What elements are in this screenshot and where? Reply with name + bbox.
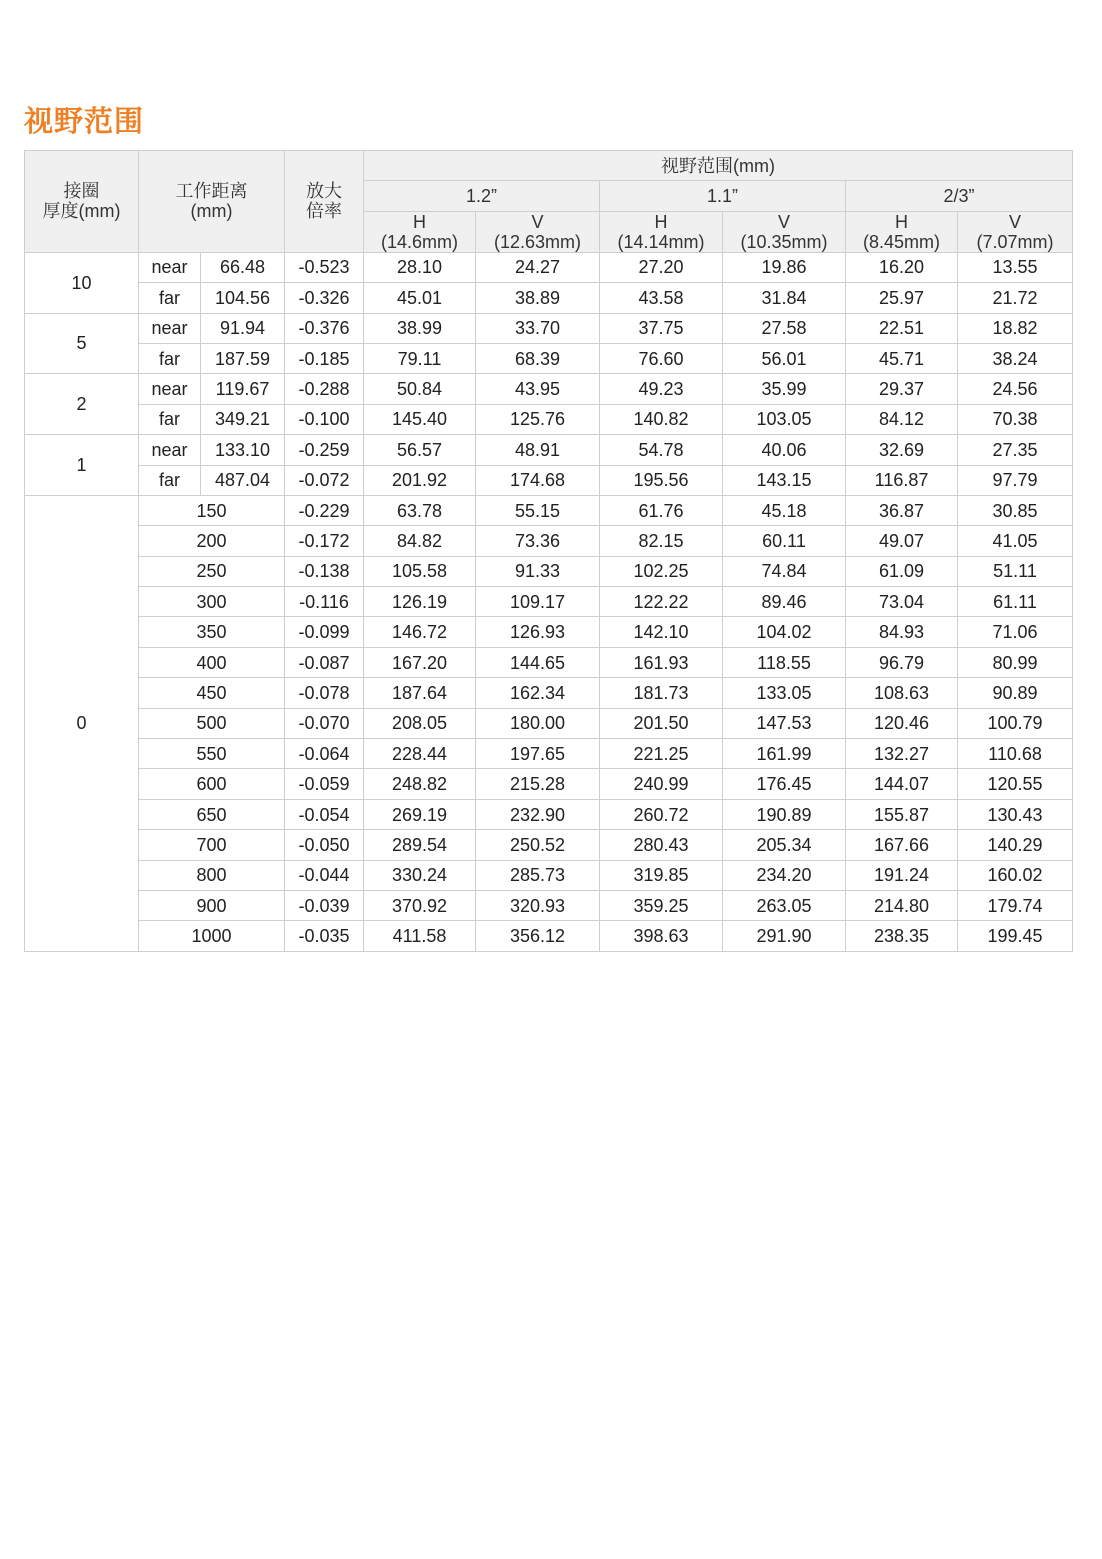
fov-value-cell: 38.89 xyxy=(476,283,600,313)
near-far-label: near xyxy=(139,435,201,465)
fov-value-cell: 73.36 xyxy=(476,526,600,556)
table-row xyxy=(25,799,1073,829)
working-distance-cell: 600 xyxy=(139,769,285,799)
fov-value-cell: 126.93 xyxy=(476,617,600,647)
fov-value-cell: 89.46 xyxy=(723,587,846,617)
working-distance-cell: 200 xyxy=(139,526,285,556)
fov-value-cell: 50.84 xyxy=(364,374,476,404)
fov-value-cell: 96.79 xyxy=(846,647,958,677)
fov-value-cell: 356.12 xyxy=(476,921,600,951)
working-distance-cell: 900 xyxy=(139,890,285,920)
magnification-cell: -0.116 xyxy=(285,587,364,617)
fov-value-cell: 144.07 xyxy=(846,769,958,799)
table-row xyxy=(25,404,1073,434)
table-row xyxy=(25,890,1073,920)
header-h-1-1: H (14.14mm) xyxy=(600,211,723,252)
fov-value-cell: 30.85 xyxy=(958,495,1073,525)
fov-value-cell: 320.93 xyxy=(476,890,600,920)
working-distance-cell: 91.94 xyxy=(201,313,285,343)
working-distance-cell: 119.67 xyxy=(201,374,285,404)
working-distance-cell: 450 xyxy=(139,678,285,708)
fov-value-cell: 104.02 xyxy=(723,617,846,647)
fov-value-cell: 110.68 xyxy=(958,739,1073,769)
table-row xyxy=(25,739,1073,769)
fov-value-cell: 51.11 xyxy=(958,556,1073,586)
fov-value-cell: 82.15 xyxy=(600,526,723,556)
fov-value-cell: 142.10 xyxy=(600,617,723,647)
header-ring-thickness: 接圈 厚度(mm) xyxy=(25,151,139,253)
fov-value-cell: 234.20 xyxy=(723,860,846,890)
table-row xyxy=(25,769,1073,799)
fov-value-cell: 45.71 xyxy=(846,343,958,373)
fov-value-cell: 116.87 xyxy=(846,465,958,495)
fov-value-cell: 84.82 xyxy=(364,526,476,556)
ring-thickness-cell: 10 xyxy=(25,252,139,313)
table-row xyxy=(25,617,1073,647)
fov-value-cell: 291.90 xyxy=(723,921,846,951)
table-row xyxy=(25,374,1073,404)
ring-thickness-cell: 5 xyxy=(25,313,139,374)
table-row xyxy=(25,587,1073,617)
fov-value-cell: 108.63 xyxy=(846,678,958,708)
magnification-cell: -0.064 xyxy=(285,739,364,769)
fov-value-cell: 120.55 xyxy=(958,769,1073,799)
table-row xyxy=(25,252,1073,282)
fov-value-cell: 248.82 xyxy=(364,769,476,799)
fov-value-cell: 74.84 xyxy=(723,556,846,586)
magnification-cell: -0.523 xyxy=(285,252,364,282)
working-distance-cell: 700 xyxy=(139,830,285,860)
working-distance-cell: 349.21 xyxy=(201,404,285,434)
header-sensor-2-3: 2/3” xyxy=(846,181,1073,211)
fov-value-cell: 240.99 xyxy=(600,769,723,799)
fov-value-cell: 84.12 xyxy=(846,404,958,434)
fov-value-cell: 27.35 xyxy=(958,435,1073,465)
fov-value-cell: 197.65 xyxy=(476,739,600,769)
fov-value-cell: 289.54 xyxy=(364,830,476,860)
table-row xyxy=(25,556,1073,586)
fov-value-cell: 60.11 xyxy=(723,526,846,556)
fov-value-cell: 43.95 xyxy=(476,374,600,404)
magnification-cell: -0.326 xyxy=(285,283,364,313)
fov-value-cell: 161.93 xyxy=(600,647,723,677)
magnification-cell: -0.185 xyxy=(285,343,364,373)
fov-value-cell: 56.57 xyxy=(364,435,476,465)
table-row xyxy=(25,647,1073,677)
near-far-label: far xyxy=(139,283,201,313)
fov-value-cell: 147.53 xyxy=(723,708,846,738)
fov-value-cell: 195.56 xyxy=(600,465,723,495)
header-v-2-3: V (7.07mm) xyxy=(958,211,1073,252)
magnification-cell: -0.039 xyxy=(285,890,364,920)
fov-value-cell: 24.27 xyxy=(476,252,600,282)
table-row xyxy=(25,708,1073,738)
fov-value-cell: 181.73 xyxy=(600,678,723,708)
fov-value-cell: 61.11 xyxy=(958,587,1073,617)
header-sensor-1-2: 1.2” xyxy=(364,181,600,211)
fov-value-cell: 176.45 xyxy=(723,769,846,799)
fov-value-cell: 250.52 xyxy=(476,830,600,860)
fov-value-cell: 37.75 xyxy=(600,313,723,343)
fov-value-cell: 105.58 xyxy=(364,556,476,586)
fov-value-cell: 73.04 xyxy=(846,587,958,617)
fov-value-cell: 91.33 xyxy=(476,556,600,586)
fov-value-cell: 145.40 xyxy=(364,404,476,434)
fov-value-cell: 155.87 xyxy=(846,799,958,829)
fov-value-cell: 143.15 xyxy=(723,465,846,495)
working-distance-cell: 300 xyxy=(139,587,285,617)
fov-value-cell: 132.27 xyxy=(846,739,958,769)
fov-value-cell: 232.90 xyxy=(476,799,600,829)
fov-value-cell: 45.18 xyxy=(723,495,846,525)
fov-value-cell: 22.51 xyxy=(846,313,958,343)
fov-value-cell: 140.82 xyxy=(600,404,723,434)
fov-value-cell: 269.19 xyxy=(364,799,476,829)
fov-value-cell: 205.34 xyxy=(723,830,846,860)
fov-value-cell: 180.00 xyxy=(476,708,600,738)
fov-value-cell: 56.01 xyxy=(723,343,846,373)
magnification-cell: -0.044 xyxy=(285,860,364,890)
header-h-2-3: H (8.45mm) xyxy=(846,211,958,252)
table-row xyxy=(25,465,1073,495)
fov-value-cell: 398.63 xyxy=(600,921,723,951)
fov-value-cell: 45.01 xyxy=(364,283,476,313)
table-row xyxy=(25,283,1073,313)
fov-value-cell: 24.56 xyxy=(958,374,1073,404)
magnification-cell: -0.229 xyxy=(285,495,364,525)
header-working-distance: 工作距离 (mm) xyxy=(139,151,285,253)
fov-value-cell: 48.91 xyxy=(476,435,600,465)
fov-value-cell: 215.28 xyxy=(476,769,600,799)
fov-value-cell: 120.46 xyxy=(846,708,958,738)
fov-value-cell: 122.22 xyxy=(600,587,723,617)
fov-value-cell: 411.58 xyxy=(364,921,476,951)
fov-table-body xyxy=(25,252,1073,951)
magnification-cell: -0.070 xyxy=(285,708,364,738)
fov-value-cell: 187.64 xyxy=(364,678,476,708)
fov-value-cell: 84.93 xyxy=(846,617,958,647)
fov-value-cell: 63.78 xyxy=(364,495,476,525)
magnification-cell: -0.072 xyxy=(285,465,364,495)
fov-value-cell: 29.37 xyxy=(846,374,958,404)
magnification-cell: -0.087 xyxy=(285,647,364,677)
magnification-cell: -0.099 xyxy=(285,617,364,647)
fov-value-cell: 70.38 xyxy=(958,404,1073,434)
header-fov: 视野范围(mm) xyxy=(364,151,1073,181)
fov-value-cell: 27.58 xyxy=(723,313,846,343)
working-distance-cell: 104.56 xyxy=(201,283,285,313)
fov-value-cell: 38.24 xyxy=(958,343,1073,373)
fov-value-cell: 55.15 xyxy=(476,495,600,525)
fov-value-cell: 370.92 xyxy=(364,890,476,920)
fov-value-cell: 16.20 xyxy=(846,252,958,282)
fov-value-cell: 221.25 xyxy=(600,739,723,769)
fov-value-cell: 263.05 xyxy=(723,890,846,920)
table-row xyxy=(25,343,1073,373)
fov-value-cell: 31.84 xyxy=(723,283,846,313)
fov-value-cell: 13.55 xyxy=(958,252,1073,282)
table-row xyxy=(25,313,1073,343)
fov-value-cell: 54.78 xyxy=(600,435,723,465)
working-distance-cell: 400 xyxy=(139,647,285,677)
working-distance-cell: 487.04 xyxy=(201,465,285,495)
near-far-label: near xyxy=(139,252,201,282)
fov-value-cell: 36.87 xyxy=(846,495,958,525)
working-distance-cell: 500 xyxy=(139,708,285,738)
working-distance-cell: 1000 xyxy=(139,921,285,951)
fov-value-cell: 190.89 xyxy=(723,799,846,829)
header-sensor-1-1: 1.1” xyxy=(600,181,846,211)
fov-value-cell: 191.24 xyxy=(846,860,958,890)
magnification-cell: -0.288 xyxy=(285,374,364,404)
header-v-1-1: V (10.35mm) xyxy=(723,211,846,252)
working-distance-cell: 250 xyxy=(139,556,285,586)
magnification-cell: -0.035 xyxy=(285,921,364,951)
fov-value-cell: 21.72 xyxy=(958,283,1073,313)
fov-value-cell: 100.79 xyxy=(958,708,1073,738)
fov-value-cell: 68.39 xyxy=(476,343,600,373)
fov-value-cell: 201.92 xyxy=(364,465,476,495)
fov-value-cell: 79.11 xyxy=(364,343,476,373)
magnification-cell: -0.054 xyxy=(285,799,364,829)
fov-value-cell: 238.35 xyxy=(846,921,958,951)
table-row xyxy=(25,860,1073,890)
magnification-cell: -0.059 xyxy=(285,769,364,799)
near-far-label: near xyxy=(139,374,201,404)
magnification-cell: -0.376 xyxy=(285,313,364,343)
fov-value-cell: 90.89 xyxy=(958,678,1073,708)
header-magnification: 放大 倍率 xyxy=(285,151,364,253)
fov-value-cell: 285.73 xyxy=(476,860,600,890)
fov-value-cell: 97.79 xyxy=(958,465,1073,495)
fov-value-cell: 125.76 xyxy=(476,404,600,434)
fov-value-cell: 280.43 xyxy=(600,830,723,860)
header-v-1-2: V (12.63mm) xyxy=(476,211,600,252)
fov-value-cell: 49.07 xyxy=(846,526,958,556)
fov-value-cell: 144.65 xyxy=(476,647,600,677)
fov-value-cell: 35.99 xyxy=(723,374,846,404)
fov-value-cell: 80.99 xyxy=(958,647,1073,677)
working-distance-cell: 150 xyxy=(139,495,285,525)
near-far-label: far xyxy=(139,404,201,434)
near-far-label: far xyxy=(139,465,201,495)
fov-value-cell: 199.45 xyxy=(958,921,1073,951)
fov-value-cell: 27.20 xyxy=(600,252,723,282)
table-row xyxy=(25,526,1073,556)
fov-value-cell: 228.44 xyxy=(364,739,476,769)
fov-value-cell: 126.19 xyxy=(364,587,476,617)
fov-value-cell: 33.70 xyxy=(476,313,600,343)
working-distance-cell: 133.10 xyxy=(201,435,285,465)
table-row xyxy=(25,830,1073,860)
working-distance-cell: 187.59 xyxy=(201,343,285,373)
fov-value-cell: 130.43 xyxy=(958,799,1073,829)
header-h-1-2: H (14.6mm) xyxy=(364,211,476,252)
working-distance-cell: 66.48 xyxy=(201,252,285,282)
fov-value-cell: 18.82 xyxy=(958,313,1073,343)
fov-value-cell: 102.25 xyxy=(600,556,723,586)
fov-value-cell: 61.76 xyxy=(600,495,723,525)
fov-value-cell: 214.80 xyxy=(846,890,958,920)
fov-value-cell: 174.68 xyxy=(476,465,600,495)
fov-value-cell: 167.20 xyxy=(364,647,476,677)
ring-thickness-cell: 0 xyxy=(25,495,139,951)
near-far-label: near xyxy=(139,313,201,343)
fov-value-cell: 162.34 xyxy=(476,678,600,708)
fov-value-cell: 133.05 xyxy=(723,678,846,708)
table-row xyxy=(25,495,1073,525)
fov-value-cell: 161.99 xyxy=(723,739,846,769)
fov-value-cell: 76.60 xyxy=(600,343,723,373)
fov-value-cell: 103.05 xyxy=(723,404,846,434)
fov-table xyxy=(24,150,1073,952)
table-row xyxy=(25,678,1073,708)
fov-value-cell: 71.06 xyxy=(958,617,1073,647)
fov-value-cell: 25.97 xyxy=(846,283,958,313)
magnification-cell: -0.050 xyxy=(285,830,364,860)
magnification-cell: -0.172 xyxy=(285,526,364,556)
ring-thickness-cell: 1 xyxy=(25,435,139,496)
fov-value-cell: 38.99 xyxy=(364,313,476,343)
table-row xyxy=(25,921,1073,951)
fov-value-cell: 146.72 xyxy=(364,617,476,647)
magnification-cell: -0.138 xyxy=(285,556,364,586)
fov-value-cell: 61.09 xyxy=(846,556,958,586)
fov-value-cell: 208.05 xyxy=(364,708,476,738)
fov-value-cell: 260.72 xyxy=(600,799,723,829)
ring-thickness-cell: 2 xyxy=(25,374,139,435)
fov-value-cell: 140.29 xyxy=(958,830,1073,860)
working-distance-cell: 350 xyxy=(139,617,285,647)
magnification-cell: -0.078 xyxy=(285,678,364,708)
fov-value-cell: 32.69 xyxy=(846,435,958,465)
fov-value-cell: 109.17 xyxy=(476,587,600,617)
fov-value-cell: 167.66 xyxy=(846,830,958,860)
fov-value-cell: 28.10 xyxy=(364,252,476,282)
fov-value-cell: 49.23 xyxy=(600,374,723,404)
fov-value-cell: 19.86 xyxy=(723,252,846,282)
fov-value-cell: 40.06 xyxy=(723,435,846,465)
fov-value-cell: 160.02 xyxy=(958,860,1073,890)
fov-value-cell: 41.05 xyxy=(958,526,1073,556)
fov-value-cell: 359.25 xyxy=(600,890,723,920)
magnification-cell: -0.100 xyxy=(285,404,364,434)
fov-value-cell: 201.50 xyxy=(600,708,723,738)
fov-value-cell: 43.58 xyxy=(600,283,723,313)
working-distance-cell: 800 xyxy=(139,860,285,890)
fov-value-cell: 118.55 xyxy=(723,647,846,677)
table-row xyxy=(25,435,1073,465)
page-title: 视野范围 xyxy=(24,104,145,138)
fov-value-cell: 319.85 xyxy=(600,860,723,890)
working-distance-cell: 550 xyxy=(139,739,285,769)
near-far-label: far xyxy=(139,343,201,373)
working-distance-cell: 650 xyxy=(139,799,285,829)
fov-value-cell: 179.74 xyxy=(958,890,1073,920)
fov-value-cell: 330.24 xyxy=(364,860,476,890)
magnification-cell: -0.259 xyxy=(285,435,364,465)
